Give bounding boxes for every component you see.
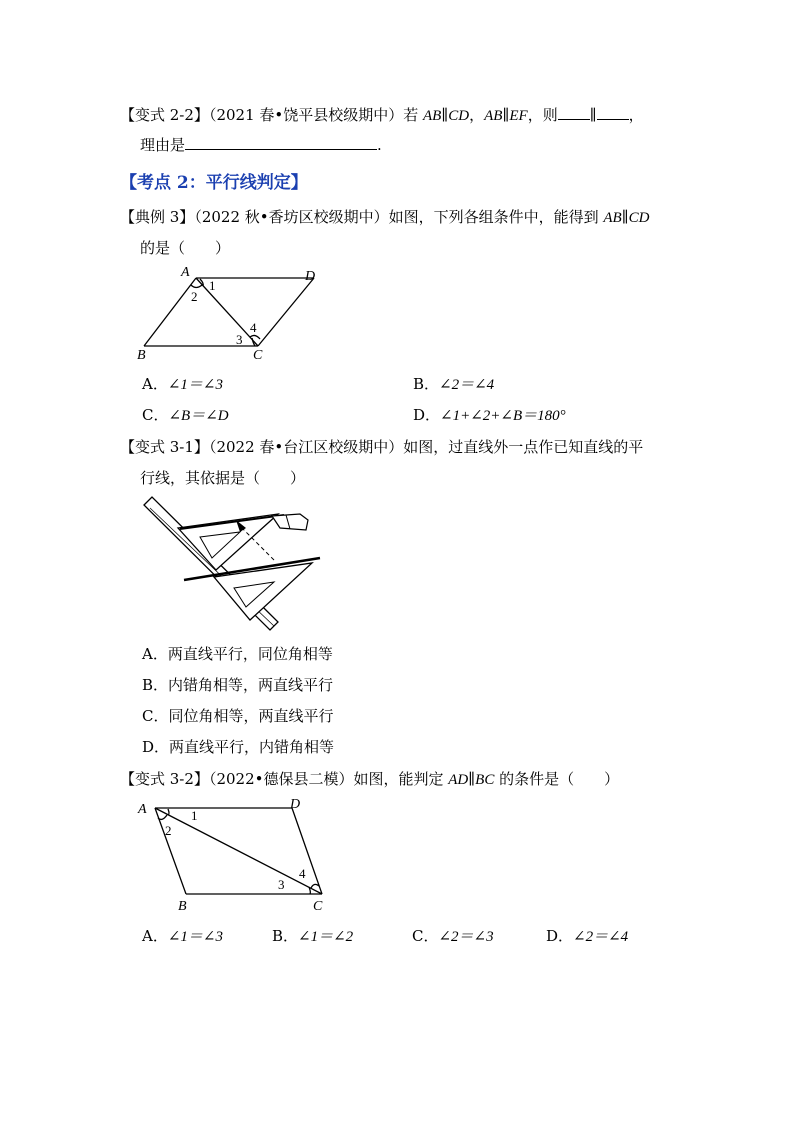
question-source: （2021 春•饶平县校级期中）	[208, 106, 404, 124]
question-text: 如图，下列各组条件中，能得到	[388, 208, 604, 226]
question-tag: 【变式 3-1】	[120, 438, 209, 456]
option-text: ∠B＝∠D	[168, 408, 229, 424]
option-a[interactable]	[142, 925, 223, 946]
answer-blank-1[interactable]	[558, 105, 590, 120]
option-label: C．	[142, 406, 169, 424]
question-text: 的条件是（ ）	[494, 770, 620, 788]
option-text: 同位角相等，两直线平行	[168, 707, 334, 725]
question-source: （2022•德保县二模）	[208, 770, 354, 788]
diagonal-ac	[196, 278, 258, 346]
point-label-d: D	[290, 797, 301, 812]
question-source: （2022 春•台江区校级期中）	[208, 438, 404, 456]
question-3-2-line1	[120, 768, 619, 789]
question-tag: 【典例 3】	[120, 208, 195, 226]
separator: ，	[469, 106, 485, 124]
reason-label: 理由是	[140, 136, 186, 154]
question-3-2-figure	[132, 796, 332, 916]
question-text: ，则	[527, 106, 558, 124]
option-b[interactable]	[413, 373, 494, 394]
ruler-triangle-figure	[138, 494, 328, 634]
angle-label-3: 3	[278, 877, 285, 892]
question-source: （2022 秋•香坊区校级期中）	[194, 208, 389, 226]
option-label: B．	[413, 375, 440, 393]
point-label-b: B	[178, 899, 187, 914]
relation-ab-cd: AB∥CD	[603, 210, 650, 226]
angle-label-4: 4	[250, 320, 257, 335]
option-label: A．	[142, 645, 168, 663]
question-3-1-line1	[120, 436, 643, 457]
period: .	[377, 136, 382, 154]
option-b[interactable]	[272, 925, 353, 946]
angle-label-2: 2	[165, 823, 172, 838]
option-a[interactable]	[142, 643, 333, 664]
option-d[interactable]	[413, 404, 566, 425]
angle-arc-1	[168, 809, 169, 815]
option-b[interactable]	[142, 674, 333, 695]
option-c[interactable]	[142, 404, 229, 425]
option-label: B．	[272, 927, 299, 945]
parallel-symbol: ∥	[589, 106, 597, 124]
question-2-2-line1	[120, 104, 644, 125]
segment-ab	[144, 278, 196, 346]
option-label: B．	[142, 676, 169, 694]
point-label-c: C	[313, 899, 323, 914]
example-3-line1	[120, 206, 649, 227]
question-2-2-line2	[140, 134, 382, 155]
point-label-a: A	[138, 802, 147, 817]
option-c[interactable]	[142, 705, 334, 726]
option-text: ∠2＝∠3	[438, 929, 494, 945]
angle-label-4: 4	[299, 866, 306, 881]
option-label: C．	[142, 707, 169, 725]
answer-blank-2[interactable]	[597, 105, 629, 120]
question-tag: 【变式 2-2】	[120, 106, 209, 124]
relation-ad-bc: AD∥BC	[448, 772, 495, 788]
segment-dc	[258, 278, 314, 346]
point-label-a: A	[181, 265, 190, 280]
angle-arc-2	[158, 815, 167, 819]
option-d[interactable]	[142, 736, 334, 757]
question-text: 如图，能判定	[353, 770, 449, 788]
angle-arc-2	[191, 285, 202, 288]
option-c[interactable]	[412, 925, 494, 946]
option-a[interactable]	[142, 373, 223, 394]
option-text: ∠2＝∠4	[573, 929, 629, 945]
option-text: 两直线平行，同位角相等	[167, 645, 333, 663]
option-d[interactable]	[546, 925, 628, 946]
example-3-figure	[130, 262, 330, 364]
separator: ，	[628, 106, 644, 124]
option-text: 内错角相等，两直线平行	[168, 676, 334, 694]
angle-label-1: 1	[191, 808, 198, 823]
question-text: 如图，过直线外一点作已知直线的平	[403, 438, 644, 456]
option-text: 两直线平行，内错角相等	[169, 738, 335, 756]
option-text: ∠1＝∠3	[167, 929, 223, 945]
option-label: D．	[546, 927, 574, 945]
point-label-c: C	[253, 348, 263, 363]
point-label-b: B	[137, 348, 146, 363]
option-label: D．	[142, 738, 170, 756]
angle-label-3: 3	[236, 332, 243, 347]
relation-ab-cd: AB∥CD	[423, 108, 470, 124]
option-label: A．	[142, 927, 168, 945]
option-text: ∠1＝∠3	[167, 377, 223, 393]
question-3-1-line2: 行线，其依据是（ ）	[140, 469, 306, 487]
option-label: A．	[142, 375, 168, 393]
question-tag: 【变式 3-2】	[120, 770, 209, 788]
example-3-line2: 的是（ ）	[140, 239, 231, 257]
point-label-d: D	[305, 269, 316, 284]
angle-label-2: 2	[191, 289, 198, 304]
option-text: ∠2＝∠4	[439, 377, 495, 393]
relation-ab-ef: AB∥EF	[484, 108, 528, 124]
angle-label-1: 1	[209, 278, 216, 293]
option-label: D．	[413, 406, 441, 424]
question-text: 若	[403, 106, 424, 124]
angle-arc-4	[311, 884, 319, 888]
reason-blank[interactable]	[185, 135, 377, 150]
option-text: ∠1＝∠2	[298, 929, 354, 945]
option-label: C．	[412, 927, 439, 945]
option-text: ∠1+∠2+∠B＝180°	[440, 408, 566, 424]
section-heading: 【考点 2：平行线判定】	[120, 173, 308, 193]
